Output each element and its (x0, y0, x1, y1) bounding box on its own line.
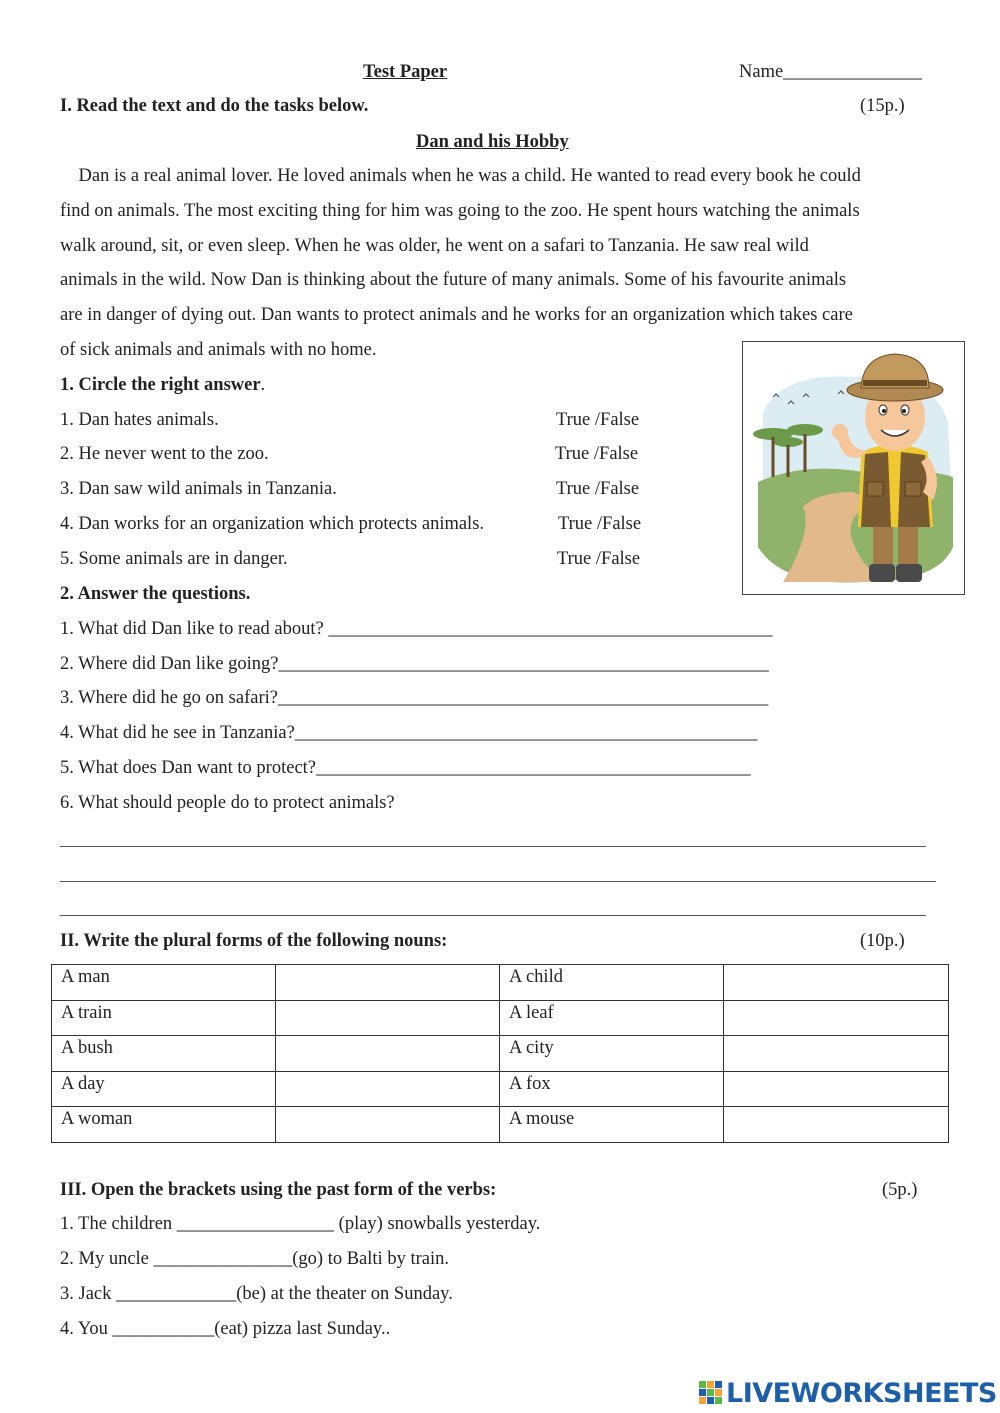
answer-cell[interactable] (276, 1036, 500, 1072)
liveworksheets-logo[interactable] (698, 1377, 997, 1409)
question-1[interactable]: 1. What did Dan like to read about? ________________________________________________ (60, 619, 773, 639)
story-line: Dan is a real animal lover. He loved animals when he was a child. He wanted to read every book he could (60, 166, 861, 186)
tf-item-5: 5. Some animals are in danger. (60, 549, 288, 569)
noun-cell: A city (500, 1036, 724, 1072)
table-row (52, 1000, 949, 1036)
noun-cell: A man (52, 965, 276, 1001)
task1-heading (60, 376, 265, 395)
table-row (52, 1071, 949, 1107)
verb-item-1[interactable]: 1. The children _________________ (play) snowballs yesterday. (60, 1214, 541, 1234)
section2-points: (10p.) (860, 931, 905, 951)
section1-heading: I. Read the text and do the tasks below. (60, 96, 369, 116)
story-line: animals in the wild. Now Dan is thinking about the future of many animals. Some of his favourite animals (60, 270, 847, 291)
noun-cell: A train (52, 1000, 276, 1036)
task2-heading: 2. Answer the questions. (60, 584, 251, 604)
answer-cell[interactable] (276, 1107, 500, 1143)
true-false-choice-3[interactable]: True /False (556, 479, 640, 499)
table-row (52, 1036, 949, 1072)
true-false-choice-2[interactable]: True /False (555, 444, 639, 464)
story-line: are in danger of dying out. Dan wants to protect animals and he works for an organization which takes care (60, 305, 853, 326)
explorer-illustration (742, 341, 965, 595)
answer-line-1[interactable] (60, 846, 926, 847)
table-row (52, 1107, 949, 1143)
liveworksheets-logo-icon (698, 1378, 724, 1408)
answer-cell[interactable] (724, 1000, 949, 1036)
noun-cell: A bush (52, 1036, 276, 1072)
question-3[interactable]: 3. Where did he go on safari?_____________________________________________________ (60, 688, 769, 708)
answer-cell[interactable] (276, 1000, 500, 1036)
question-6: 6. What should people do to protect animals? (60, 793, 395, 813)
tf-item-4: 4. Dan works for an organization which protects animals. (60, 514, 485, 534)
plural-table (51, 964, 949, 1143)
true-false-choice-5[interactable]: True /False (557, 549, 641, 569)
question-4[interactable]: 4. What did he see in Tanzania?__________________________________________________ (60, 723, 758, 743)
answer-cell[interactable] (276, 1071, 500, 1107)
section2-heading: II. Write the plural forms of the following nouns: (60, 931, 448, 951)
logo-text: LIVEWORKSHEETS (726, 1377, 997, 1409)
story-line: find on animals. The most exciting thing for him was going to the zoo. He spent hours watching the animals (60, 200, 860, 221)
question-2[interactable]: 2. Where did Dan like going?_____________________________________________________ (60, 654, 769, 674)
answer-cell[interactable] (724, 1107, 949, 1143)
verb-item-4[interactable]: 4. You ___________(eat) pizza last Sunday.. (60, 1319, 391, 1339)
noun-cell: A mouse (500, 1107, 724, 1143)
question-5[interactable]: 5. What does Dan want to protect?_______________________________________________ (60, 758, 751, 778)
answer-line-3[interactable] (60, 915, 926, 916)
answer-cell[interactable] (276, 965, 500, 1001)
answer-cell[interactable] (724, 1036, 949, 1072)
tf-item-2: 2. He never went to the zoo. (60, 444, 269, 464)
true-false-choice-1[interactable]: True /False (556, 410, 640, 430)
section1-points: (15p.) (860, 96, 905, 116)
verb-item-3[interactable]: 3. Jack _____________(be) at the theater on Sunday. (60, 1284, 453, 1304)
noun-cell: A woman (52, 1107, 276, 1143)
answer-line-2[interactable] (60, 881, 936, 882)
table-row (52, 965, 949, 1001)
answer-cell[interactable] (724, 1071, 949, 1107)
noun-cell: A fox (500, 1071, 724, 1107)
noun-cell: A child (500, 965, 724, 1001)
story-line: of sick animals and animals with no home. (60, 339, 377, 360)
tf-item-1: 1. Dan hates animals. (60, 410, 219, 430)
noun-cell: A day (52, 1071, 276, 1107)
section3-heading: III. Open the brackets using the past form of the verbs: (60, 1180, 497, 1200)
answer-cell[interactable] (724, 965, 949, 1001)
verb-item-2[interactable]: 2. My uncle _______________(go) to Balti by train. (60, 1249, 449, 1269)
tf-item-3: 3. Dan saw wild animals in Tanzania. (60, 479, 337, 499)
task1-heading-text: 1. Circle the right answer (60, 375, 261, 395)
story-line: walk around, sit, or even sleep. When he was older, he went on a safari to Tanzania. He saw real wild (60, 235, 809, 256)
test-title: Test Paper (363, 62, 448, 82)
explorer-image (743, 342, 964, 594)
true-false-choice-4[interactable]: True /False (558, 514, 642, 534)
noun-cell: A leaf (500, 1000, 724, 1036)
task1-heading-end: . (260, 375, 266, 395)
name-field[interactable]: Name_______________ (739, 62, 922, 82)
story-title: Dan and his Hobby (416, 132, 569, 152)
section3-points: (5p.) (882, 1180, 918, 1200)
